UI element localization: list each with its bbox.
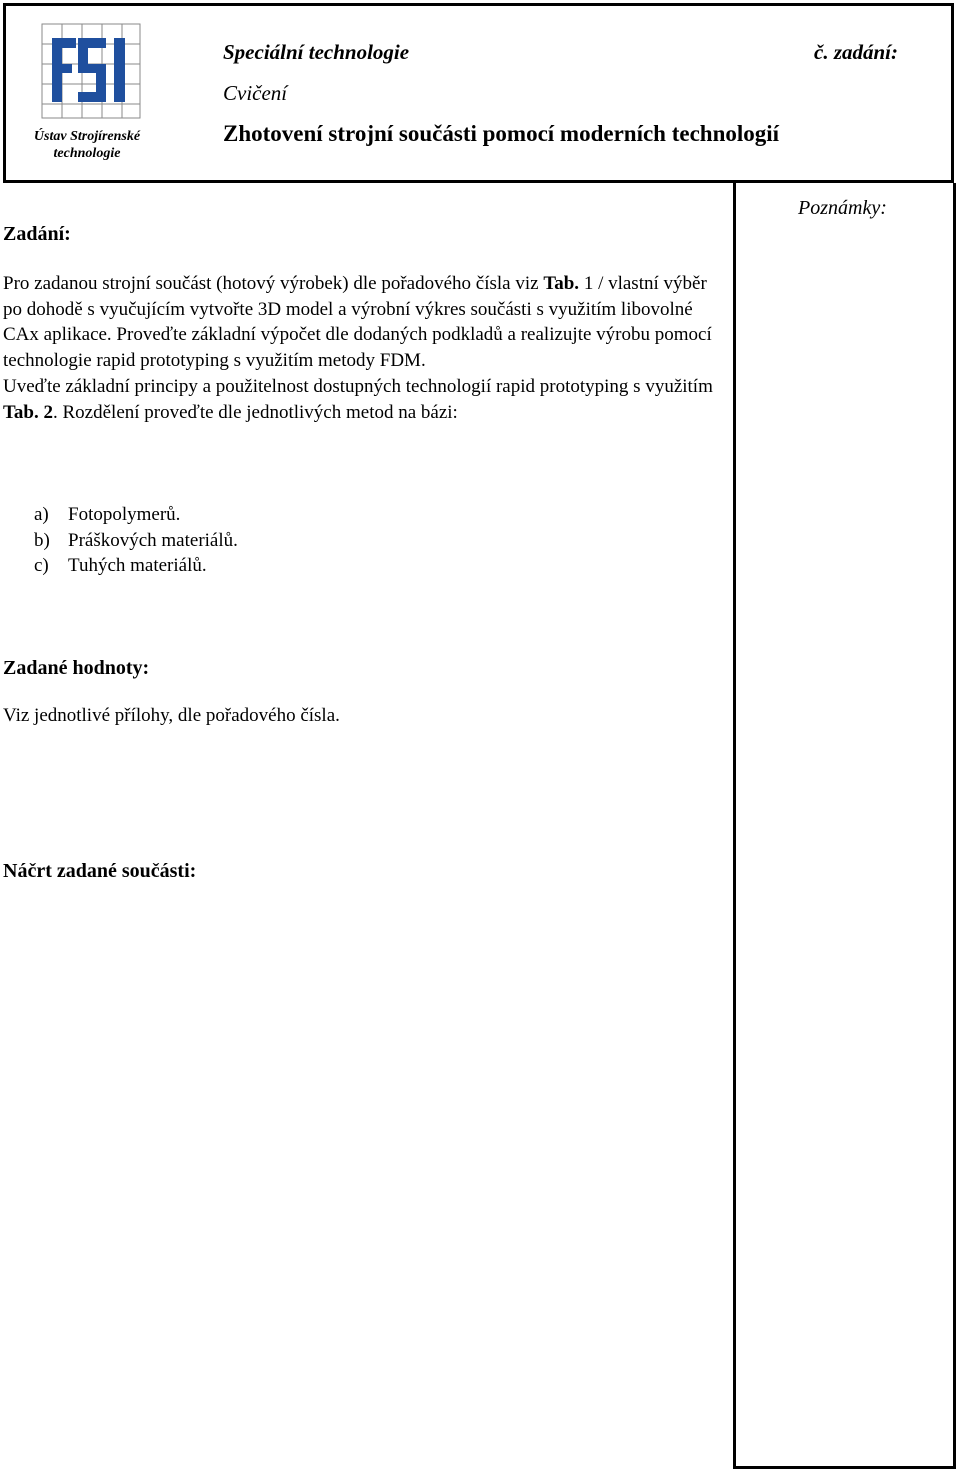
document-title: Zhotovení strojní součásti pomocí moderních technologií [223,121,780,146]
values-text: Viz jednotlivé přílohy, dle pořadového čísla. [3,705,340,726]
list-item-text: Fotopolymerů. [68,504,181,525]
list-item [34,502,238,528]
values-heading: Zadané hodnoty: [3,657,150,679]
exercise-label: Cvičení [223,81,288,105]
table-1-reference: Tab. [543,273,580,294]
assignment-number-label: č. zadání: [814,40,898,64]
logo-caption-line1: Ústav Strojírenské [33,129,141,144]
logo-caption-line2: technologie [53,146,121,161]
list-item [34,528,238,554]
list-item [34,553,238,579]
assignment-p1-part1: Pro zadanou strojní součást (hotový výrobek) dle pořadového čísla viz [3,273,544,294]
notes-label: Poznámky: [798,197,887,219]
course-title: Speciální technologie [223,40,410,64]
list-item-text: Tuhých materiálů. [68,555,207,576]
assignment-p2-part1: Uveďte základní principy a použitelnost dostupných technologií rapid prototyping s využitím [3,375,713,397]
table-2-reference: Tab. 2 [3,401,53,423]
fsi-logo-icon [38,20,144,122]
assignment-heading: Zadání: [3,223,71,245]
list-marker: c) [34,555,49,576]
assignment-body [3,271,723,425]
document-header [3,3,954,183]
assignment-p1-part2: 1 / vlastní výběr po dohodě s vyučujícím vytvořte 3D model a výrobní výkres součásti s využitím libovolné CAx aplikace. Proveďte základní výpočet dle dodaných podkladů a realizujte výrobu pomocí technologie rapid prototyping s využitím metody FDM. [3,273,712,372]
logo-caption [24,128,150,162]
method-option-list [34,502,238,579]
notes-column [733,183,956,1469]
institute-logo [28,20,148,162]
sketch-heading: Náčrt zadané součásti: [3,860,197,882]
list-item-text: Práškových materiálů. [68,529,238,551]
list-marker: b) [34,529,50,551]
assignment-p2-part2: . Rozdělení proveďte dle jednotlivých metod na bázi: [53,401,458,423]
list-marker: a) [34,504,49,525]
